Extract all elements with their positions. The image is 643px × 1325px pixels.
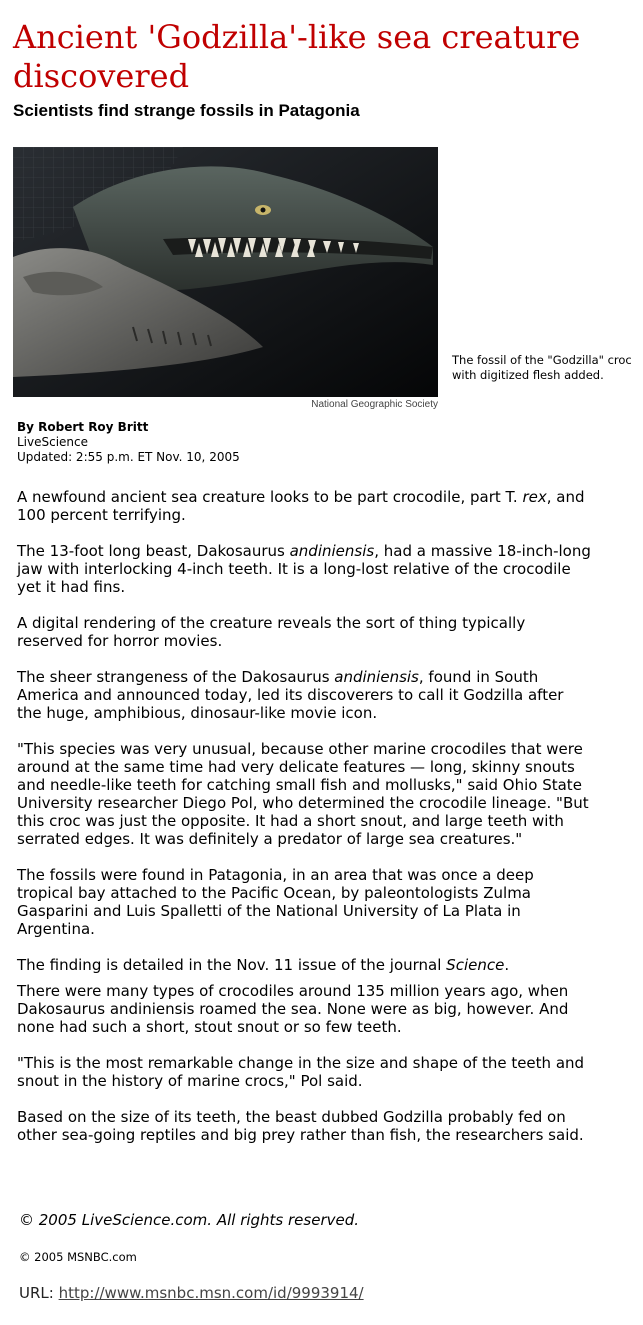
source: LiveScience (17, 435, 89, 449)
paragraph: A newfound ancient sea creature looks to be part crocodile, part T. rex, and 100 percent terrifying. (17, 488, 585, 524)
paragraph: The fossils were found in Patagonia, in an area that was once a deep tropical bay attached to the Pacific Ocean, by paleontologists Zulma Gasparini and Luis Spalletti of the National University of La Plata in Argentina. (17, 866, 534, 938)
headline: Ancient 'Godzilla'-like sea creature discovered (13, 18, 581, 95)
subheadline: Scientists find strange fossils in Patagonia (13, 101, 360, 120)
url-label: URL: (19, 1284, 59, 1302)
article-photo (13, 147, 438, 397)
paragraph: There were many types of crocodiles around 135 million years ago, when Dakosaurus andiniensis roamed the sea. None were as big, however. And none had such a short, stout snout or so few teeth. (17, 982, 569, 1036)
article-url (19, 1284, 364, 1302)
paragraph: "This species was very unusual, because other marine crocodiles that were around at the same time had very delicate features — long, skinny snouts and needle-like teeth for catching small fish and mollusks," said Ohio State University researcher Diego Pol, who determined the crocodile lineage. "But this croc was just the opposite. It had a short snout, and large teeth with serrated edges. It was definitely a predator of large sea creatures." (17, 740, 589, 848)
paragraph: The 13-foot long beast, Dakosaurus andiniensis, had a massive 18-inch-long jaw with interlocking 4-inch teeth. It is a long-lost relative of the crocodile yet it had fins. (17, 542, 591, 596)
paragraph: "This is the most remarkable change in the size and shape of the teeth and snout in the history of marine crocs," Pol said. (17, 1054, 585, 1090)
updated-timestamp: Updated: 2:55 p.m. ET Nov. 10, 2005 (17, 450, 240, 464)
photo-credit: National Geographic Society (311, 399, 438, 410)
paragraph: Based on the size of its teeth, the beast dubbed Godzilla probably fed on other sea-going reptiles and big prey rather than fish, the researchers said. (17, 1108, 584, 1144)
url-link[interactable]: http://www.msnbc.msn.com/id/9993914/ (58, 1284, 364, 1302)
livescience-copyright: © 2005 LiveScience.com. All rights reserved. (19, 1211, 360, 1229)
article-body (17, 488, 592, 1162)
paragraph: The sheer strangeness of the Dakosaurus andiniensis, found in South America and announced today, led its discoverers to call it Godzilla after the huge, amphibious, dinosaur-like movie icon. (17, 668, 564, 722)
msnbc-copyright: © 2005 MSNBC.com (19, 1250, 137, 1264)
author: By Robert Roy Britt (17, 420, 149, 434)
photo-caption: The fossil of the "Godzilla" croc with digitized flesh added. (452, 353, 632, 382)
paragraph: A digital rendering of the creature reveals the sort of thing typically reserved for horror movies. (17, 614, 526, 650)
byline (17, 420, 240, 465)
paragraph: The finding is detailed in the Nov. 11 issue of the journal Science. (17, 956, 510, 974)
croc-illustration (13, 147, 438, 397)
